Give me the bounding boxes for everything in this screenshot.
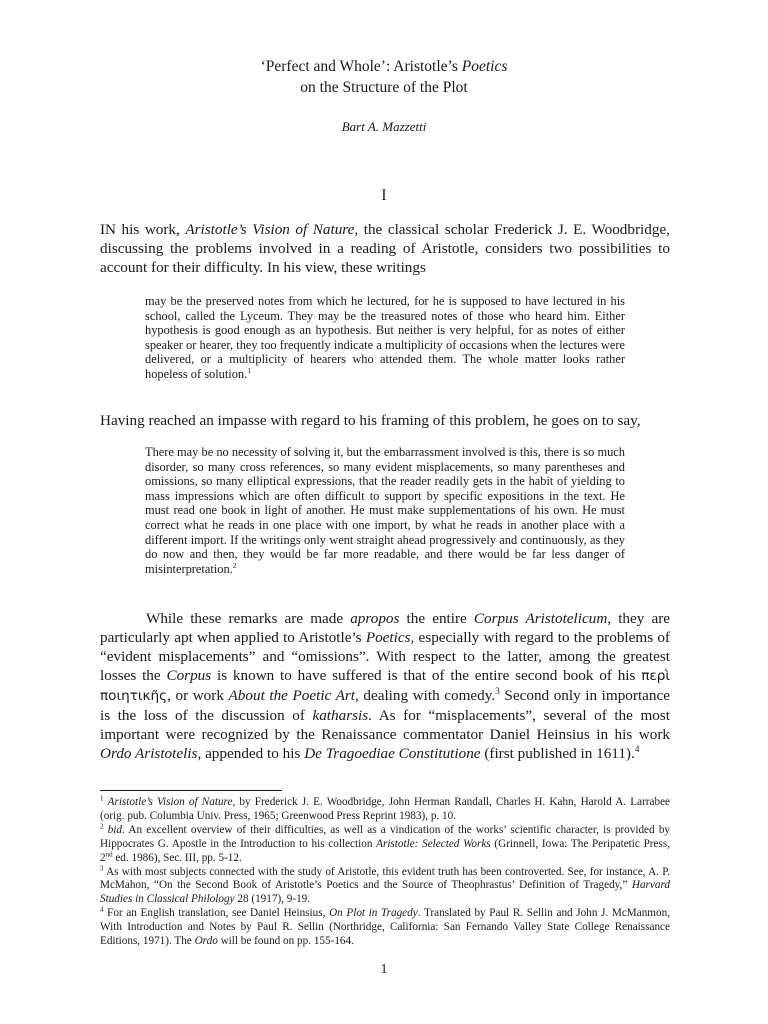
greek-phrase: περὶ ποιητικῆς [100, 668, 670, 704]
page-number: 1 [380, 962, 388, 977]
footnote-ref-4[interactable]: 4 [634, 744, 640, 755]
footnote-2: $^2$ bid. An excellent overview of their difficulties, as well as a vindication of the works’ scientific character, is provided by Hippocrates G. Apostle in the Introduction to his collection Aristotle: Selected Works (Grinnell, Iowa: The Peripatetic Press, 2nd ed. 1986), Sec. III, pp. 5-12. [100, 822, 671, 864]
footnotes [100, 796, 670, 949]
section-heading: I [381, 187, 387, 204]
block-quote-1: may be the preserved notes from which he lectured, for he is supposed to have lectured in his school, called the Lyceum. They may be the treasured notes of those who heard him. Either hypothesis is good enough as an hypothesis. But neither is very helpful, for as notes of either speaker or hearer, they too frequently indicate a multiplicity of occasions when the lectures were delivered, or a multiplicity of hearers who attended them. The whole matter looks rather hopeless of solution.$^1$ [145, 294, 625, 381]
footnote-ref-3[interactable]: 3 [495, 686, 500, 697]
title-line-1: ‘Perfect and Whole’: Aristotle’s Poetics [260, 58, 508, 75]
footnote-divider [100, 790, 282, 791]
footnote-1: $^1$ Aristotle’s Vision of Nature, by Frederick J. E. Woodbridge, John Herman Randall, Charles H. Kahn, Harold A. Larrabee (orig. pub. Columbia Univ. Press, 1965; Greenwood Press Reprint 1983), p. 10. [100, 794, 671, 822]
title-line-2: on the Structure of the Plot [300, 79, 468, 96]
footnote-4: $^4$ For an English translation, see Daniel Heinsius, On Plot in Tragedy. Translated by Paul R. Sellin and John J. McManmon, With Introduction and Notes by Paul R. Sellin (Northridge, California: San Fernando Valley State College Renaissance Editions, 1971). The Ordo will be found on pp. 155-164. [100, 905, 670, 948]
block-quote-2: There may be no necessity of solving it, but the embarrassment involved is this, there is so much disorder, so many cross references, so many evident misplacements, so many parentheses and omissions, so many elliptical expressions, that the reader readily gets in the habit of yielding to mass impressions which are often difficult to support by specific expositions in the text. He must read one book in light of another. He must make supplementations of his own. He must correct what he reads in one place with one import, by what he reads in another place with a different import. If the writings only went straight ahead progressively and continuously, as they do now and then, they would be far more readable, and there would be far less danger of misinterpretation.$^2$ [145, 445, 625, 576]
author-name: Bart A. Mazzetti [341, 119, 427, 134]
transition-paragraph: Having reached an impasse with regard to his framing of this problem, he goes on to say, [100, 412, 641, 429]
intro-paragraph: IN his work, Aristotle’s Vision of Nature, the classical scholar Frederick J. E. Woodbridge, discussing the problems involved in a reading of Aristotle, considers two possibilities to account for their difficulty. In his view, these writings [100, 221, 670, 276]
article-title [0, 56, 768, 98]
main-paragraph: While these remarks are made apropos the entire Corpus Aristotelicum, they are particularly apt when applied to Aristotle’s Poetics, especially with regard to the problems of “evident misplacements” and “omissions”. With respect to the latter, among the greatest losses the Corpus is known to have suffered is that of the entire second book of his περὶ ποιητικῆς, or work About the Poetic Art, dealing with comedy.$^3$ Second only in importance is the loss of the discussion of katharsis. As for “misplacements”, several of the most important were recognized by the Renaissance commentator Daniel Heinsius in his work Ordo Aristotelis, appended to his De Tragoediae Constitutione (first published in 1611).$^4$ [100, 610, 670, 762]
footnote-3: $^3$ As with most subjects connected with the study of Aristotle, this evident truth has been controverted. See, for instance, A. P. McMahon, “On the Second Book of Aristotle’s Poetics and the Source of Theophrastus’ Definition of Tragedy,” Harvard Studies in Classical Philology 28 (1917), 9-19. [100, 863, 670, 906]
footnote-ref-2[interactable]: 2 [232, 560, 237, 570]
footnote-ref-1[interactable]: 1 [247, 365, 252, 375]
